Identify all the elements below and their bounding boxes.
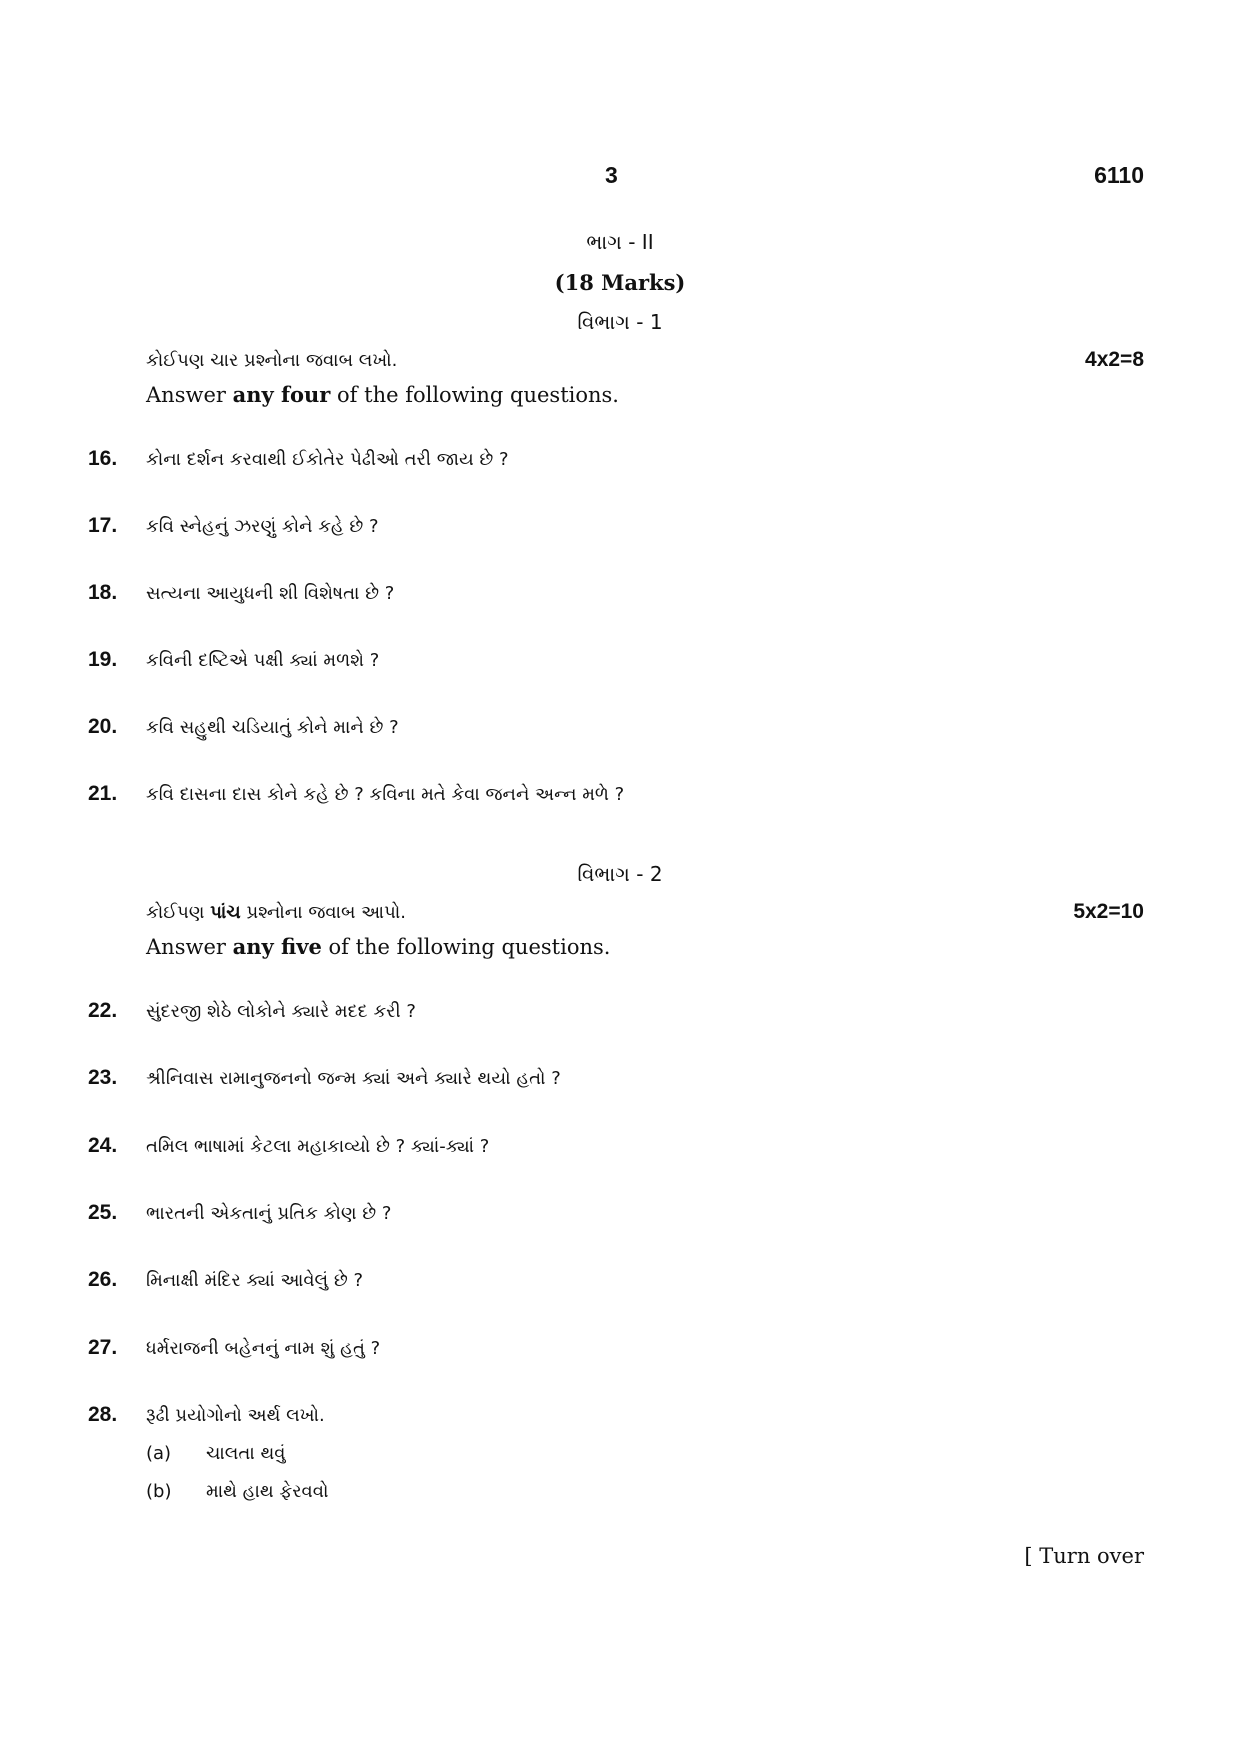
section-1-marks: 4x2=8 bbox=[1085, 348, 1144, 371]
section-2-marks: 5x2=10 bbox=[1073, 900, 1144, 923]
part-title: ભાગ - II bbox=[586, 230, 654, 254]
question-24: 24. તમિલ ભાષામાં કેટલા મહાકાવ્યો છે ? ક્યાં-ક્યાં ? bbox=[88, 1134, 490, 1157]
section-2-title: વિભાગ - 2 bbox=[577, 862, 663, 886]
question-17: 17. કવિ સ્નેહનું ઝરણું કોને કહે છે ? bbox=[88, 514, 379, 537]
page-number: 3 bbox=[605, 162, 618, 188]
question-23: 23. શ્રીનિવાસ રામાનુજનનો જન્મ ક્યાં અને ક્યારે થયો હતો ? bbox=[88, 1066, 561, 1089]
question-27: 27. ધર્મરાજની બહેનનું નામ શું હતું ? bbox=[88, 1336, 381, 1359]
question-20: 20. કવિ સહુથી ચડિયાતું કોને માને છે ? bbox=[88, 715, 399, 738]
question-26: 26. મિનાક્ષી મંદિર ક્યાં આવેલું છે ? bbox=[88, 1268, 364, 1291]
question-28: 28. રૂઢી પ્રયોગોનો અર્થ લખો. bbox=[88, 1403, 325, 1426]
section-2-instruction-gujarati: કોઈપણ પાંચ પ્રશ્નોના જવાબ આપો. bbox=[146, 902, 406, 923]
question-28-item-b: (b) માથે હાથ ફેરવવો bbox=[146, 1481, 329, 1502]
section-1-instruction-english: Answer any four of the following questions. bbox=[146, 382, 619, 407]
paper-code: 6110 bbox=[1094, 162, 1144, 188]
turn-over-note: [ Turn over bbox=[1024, 1544, 1144, 1568]
question-25: 25. ભારતની એકતાનું પ્રતિક કોણ છે ? bbox=[88, 1201, 392, 1224]
question-21: 21. કવિ દાસના દાસ કોને કહે છે ? કવિના મતે કેવા જનને અન્ન મળે ? bbox=[88, 782, 625, 805]
part-marks: (18 Marks) bbox=[554, 270, 686, 295]
question-22: 22. સુંદરજી શેઠે લોકોને ક્યારે મદદ કરી ? bbox=[88, 999, 416, 1022]
section-1-instruction-gujarati: કોઈપણ ચાર પ્રશ્નોના જવાબ લખો. bbox=[146, 350, 398, 371]
section-2-instruction-english: Answer any five of the following questions. bbox=[146, 934, 611, 959]
section-1-title: વિભાગ - 1 bbox=[577, 310, 663, 334]
question-16: 16. કોના દર્શન કરવાથી ઈકોતેર પેઢીઓ તરી જાય છે ? bbox=[88, 447, 509, 470]
question-28-item-a: (a) ચાલતા થવું bbox=[146, 1443, 286, 1464]
question-18: 18. સત્યના આયુધની શી વિશેષતા છે ? bbox=[88, 581, 395, 604]
question-19: 19. કવિની દષ્ટિએ પક્ષી ક્યાં મળશે ? bbox=[88, 648, 380, 671]
